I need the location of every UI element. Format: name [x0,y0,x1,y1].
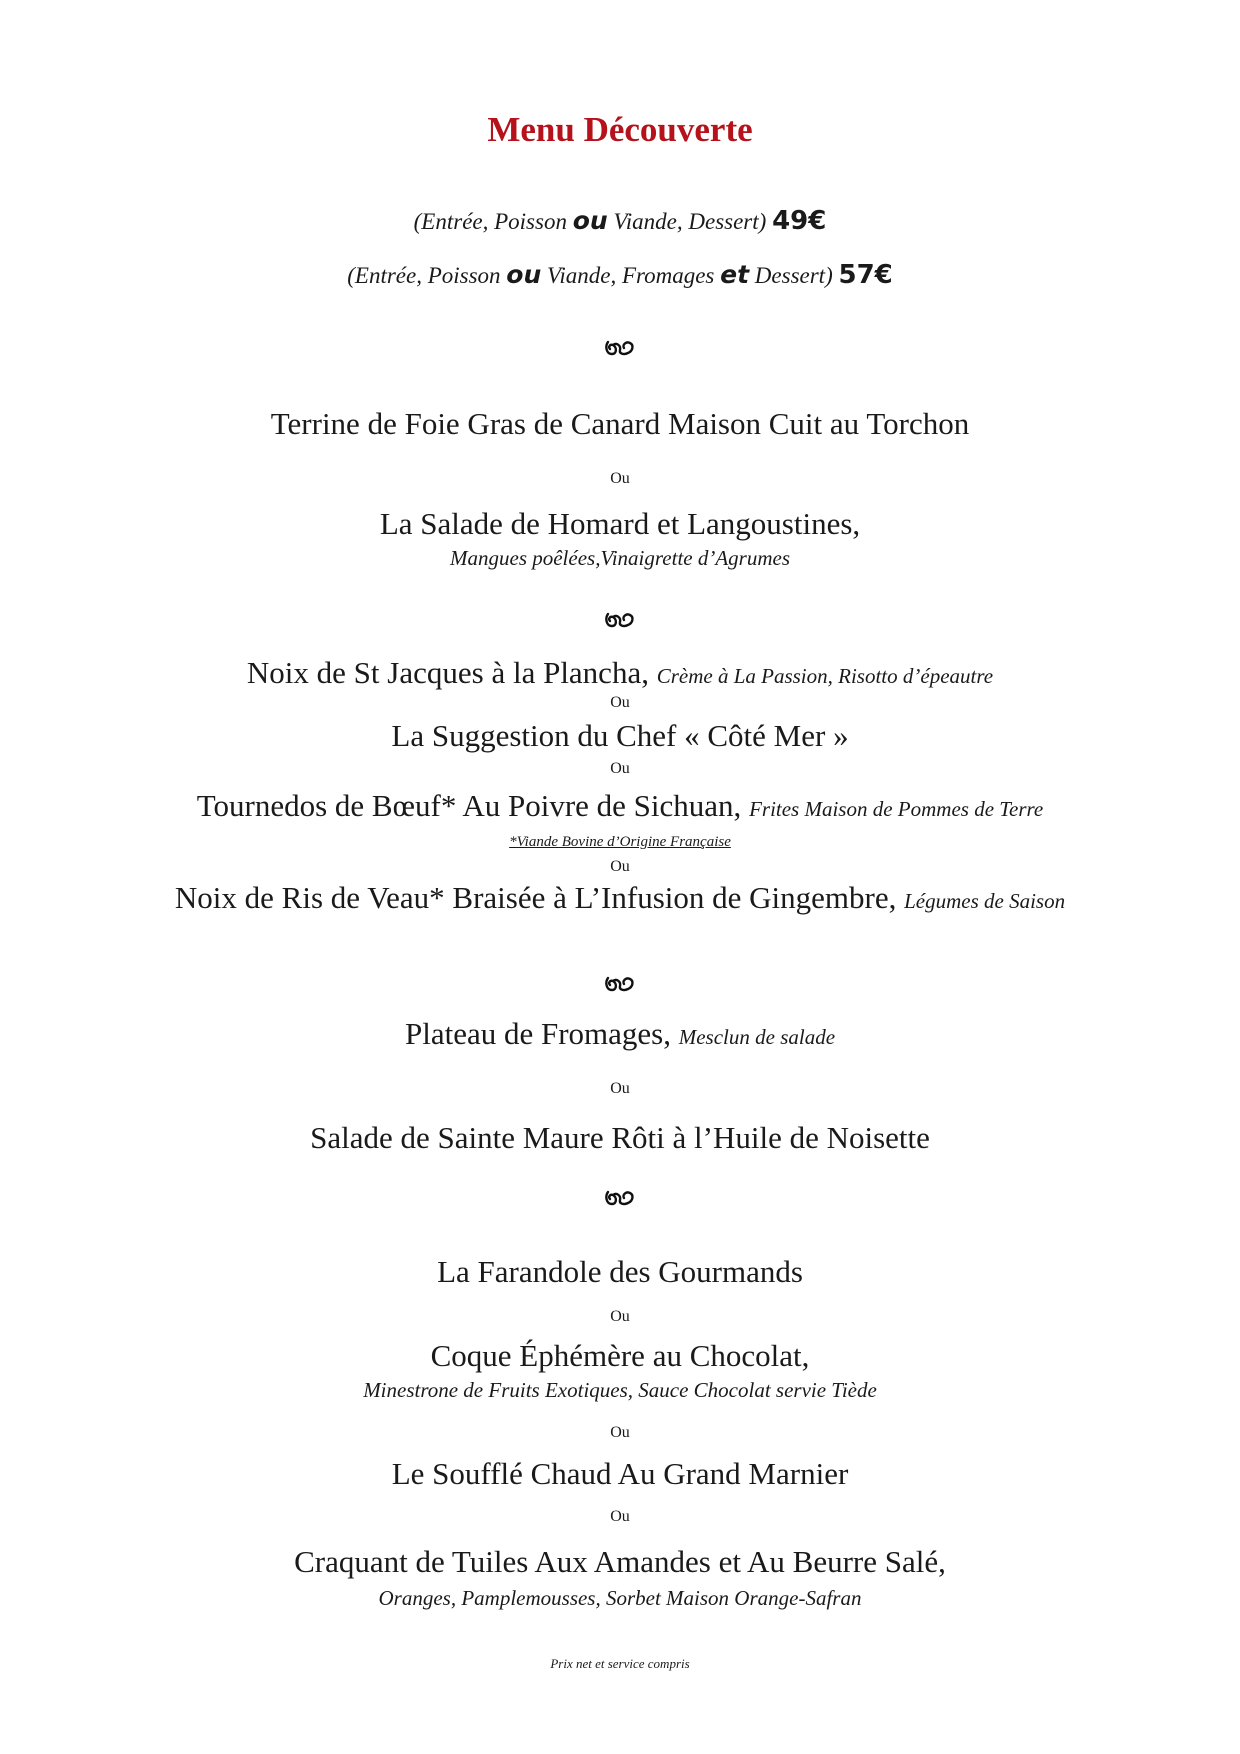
formula-conjunction: et [720,260,750,289]
fromage-dish-1 [0,1016,1240,1052]
dessert-dish-4-description: Oranges, Pamplemousses, Sorbet Maison Orange-Safran [378,1586,862,1610]
plat-dish-1 [0,655,1240,691]
ou-separator: Ou [610,1308,630,1325]
dessert-dish-3: Le Soufflé Chaud Au Grand Marnier [391,1456,849,1491]
ou-separator: Ou [610,1508,630,1525]
plat-dish-3-description: Frites Maison de Pommes de Terre [749,797,1044,821]
ou-separator: Ou [610,470,630,487]
plat-dish-4 [0,880,1240,916]
formula-price: 49€ [772,206,827,236]
fleuron-ornament-icon [604,338,636,358]
plat-dish-4-description: Légumes de Saison [904,889,1066,913]
ou-separator: Ou [610,1424,630,1441]
formula-line-1 [0,206,1240,236]
formula-text: (Entrée, Poisson [347,263,507,288]
formula-price: 57€ [838,260,893,290]
formula-line-2 [0,260,1240,290]
entree-dish-1: Terrine de Foie Gras de Canard Maison Cuit au Torchon [270,406,970,441]
formula-conjunction: ou [572,206,608,235]
fleuron-ornament-icon [604,610,636,630]
ou-separator: Ou [610,694,630,711]
price-footer: Prix net et service compris [550,1656,690,1671]
menu-title: Menu Découverte [487,110,753,149]
fleuron-ornament-icon [604,974,636,994]
formula-conjunction: ou [506,260,542,289]
plat-dish-4-name: Noix de Ris de Veau* Braisée à L’Infusion de Gingembre, [174,880,897,915]
dessert-dish-1: La Farandole des Gourmands [437,1254,803,1289]
formula-text: Viande, Dessert) [607,209,767,234]
plat-dish-2: La Suggestion du Chef « Côté Mer » [391,718,849,753]
ou-separator: Ou [610,858,630,875]
entree-dish-2: La Salade de Homard et Langoustines, [379,506,861,541]
fromage-dish-1-name: Plateau de Fromages, [404,1016,671,1051]
fromage-dish-1-description: Mesclun de salade [678,1025,836,1049]
plat-dish-3 [0,788,1240,824]
fleuron-ornament-icon [604,1188,636,1208]
entree-dish-2-description: Mangues poêlées,Vinaigrette d’Agrumes [450,546,790,570]
dessert-dish-4: Craquant de Tuiles Aux Amandes et Au Beurre Salé, [294,1544,946,1579]
plat-dish-1-description: Crème à La Passion, Risotto d’épeautre [656,664,994,688]
dessert-dish-2: Coque Éphémère au Chocolat, [430,1338,810,1373]
dessert-dish-2-description: Minestrone de Fruits Exotiques, Sauce Chocolat servie Tiède [363,1378,877,1402]
ou-separator: Ou [610,760,630,777]
origin-note: *Viande Bovine d’Origine Française [509,834,731,850]
plat-dish-1-name: Noix de St Jacques à la Plancha, [246,655,649,690]
ou-separator: Ou [610,1080,630,1097]
formula-text: Viande, Fromages [541,263,721,288]
formula-text: Dessert) [749,263,833,288]
formula-text: (Entrée, Poisson [413,209,573,234]
plat-dish-3-name: Tournedos de Bœuf* Au Poivre de Sichuan, [196,788,742,823]
fromage-dish-2: Salade de Sainte Maure Rôti à l’Huile de Noisette [310,1120,930,1155]
